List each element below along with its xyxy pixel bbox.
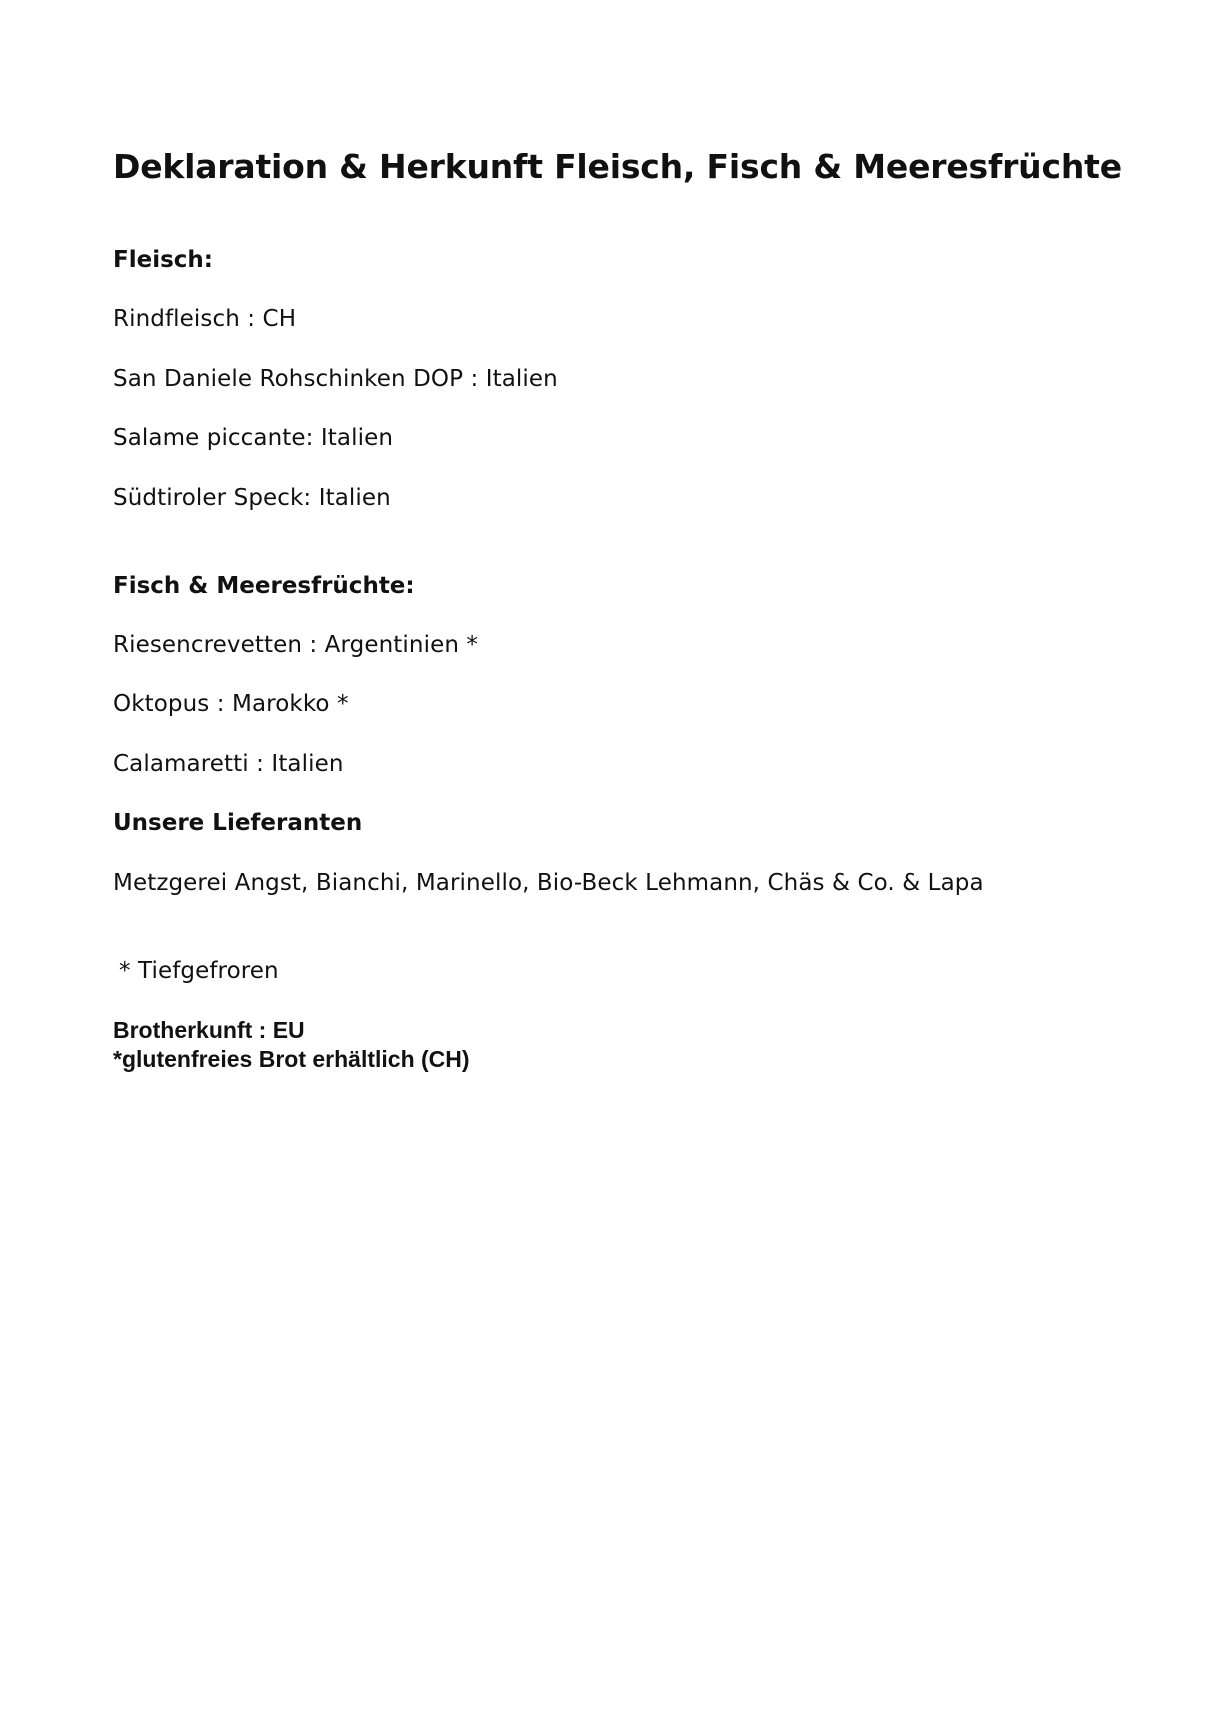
section-heading-fleisch: Fleisch: (113, 247, 213, 273)
bread-origin: Brotherkunft : EU (113, 1017, 305, 1043)
list-item: Salame piccante: Italien (113, 425, 394, 451)
section-heading-fisch: Fisch & Meeresfrüchte: (113, 573, 415, 599)
list-item: Südtiroler Speck: Italien (113, 485, 391, 511)
page-title: Deklaration & Herkunft Fleisch, Fisch & Meeresfrüchte (113, 147, 1122, 186)
list-item: Riesencrevetten : Argentinien * (113, 632, 479, 658)
list-item: San Daniele Rohschinken DOP : Italien (113, 366, 558, 392)
footnote-frozen: * Tiefgefroren (119, 958, 279, 984)
suppliers-text: Metzgerei Angst, Bianchi, Marinello, Bio-Beck Lehmann, Chäs & Co. & Lapa (113, 870, 984, 896)
gluten-free-note: *glutenfreies Brot erhältlich (CH) (113, 1046, 470, 1072)
section-heading-lieferanten: Unsere Lieferanten (113, 810, 363, 836)
list-item: Calamaretti : Italien (113, 751, 344, 777)
list-item: Rindfleisch : CH (113, 306, 297, 332)
list-item: Oktopus : Marokko * (113, 691, 349, 717)
